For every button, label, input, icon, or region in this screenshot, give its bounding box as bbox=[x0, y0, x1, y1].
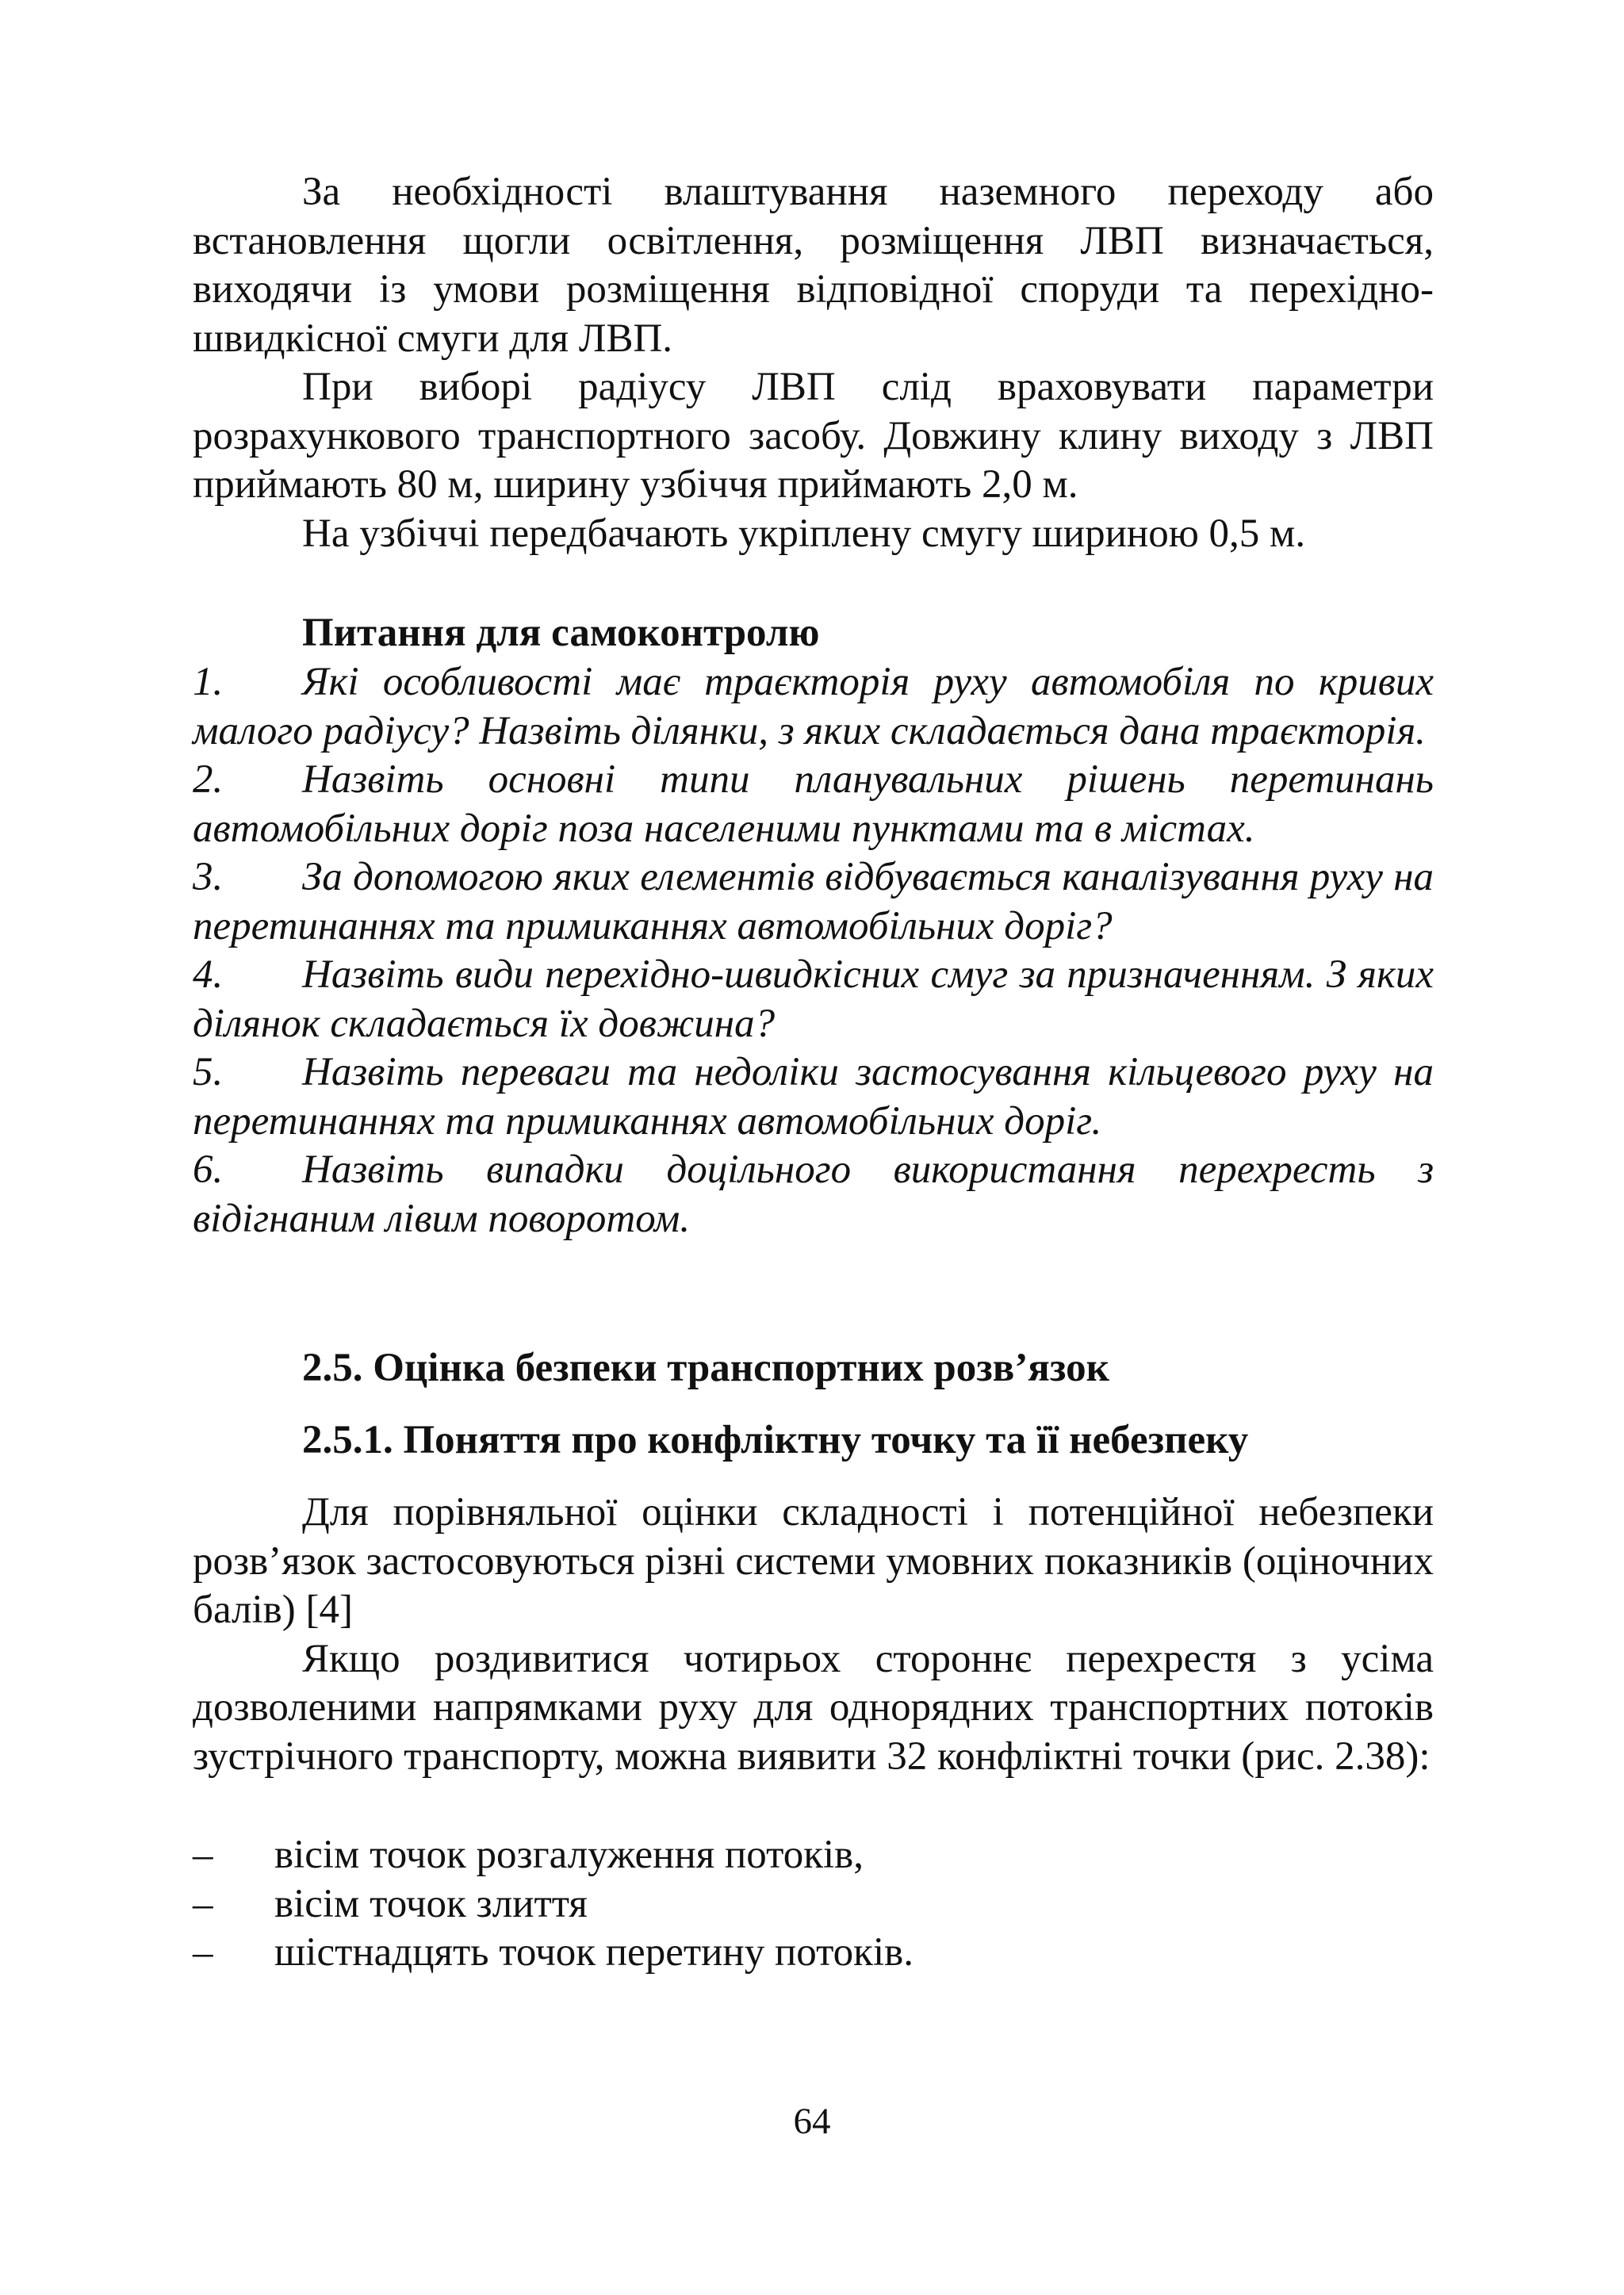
subsection-heading: 2.5.1. Поняття про конфліктну точку та її небезпеку bbox=[302, 1418, 1249, 1462]
self-control-title: Питання для самоконтролю bbox=[302, 611, 820, 655]
question-item bbox=[193, 756, 1434, 853]
section-heading: 2.5. Оцінка безпеки транспортних розв’язок bbox=[302, 1346, 1109, 1390]
list-dash: – bbox=[193, 1930, 213, 1975]
question-text: Назвіть основні типи планувальних рішень перетинань автомобільних доріг поза населеними пунктами та в містах. bbox=[193, 757, 1434, 851]
question-item bbox=[193, 658, 1434, 756]
list-item-text: вісім точок розгалуження потоків, bbox=[274, 1833, 864, 1877]
intro-paragraph-2: При виборі радіусу ЛВП слід враховувати параметри розрахункового транспортного засобу. Довжину клину виходу з ЛВП приймають 80 м, ширину узбіччя приймають 2,0 м. bbox=[193, 365, 1434, 507]
list-dash: – bbox=[193, 1881, 213, 1926]
question-item bbox=[193, 951, 1434, 1048]
conflict-points-list bbox=[193, 1831, 1434, 1978]
list-dash: – bbox=[193, 1833, 213, 1877]
question-text: Назвіть види перехідно-швидкісних смуг за призначенням. З яких ділянок складається їх довжина? bbox=[193, 952, 1434, 1046]
question-text: Назвіть переваги та недоліки застосування кільцевого руху на перетинаннях та примиканнях автомобільних доріг. bbox=[193, 1050, 1434, 1144]
question-item bbox=[193, 853, 1434, 951]
intro-paragraph-3: На узбіччі передбачають укріплену смугу шириною 0,5 м. bbox=[302, 511, 1306, 556]
page-number: 64 bbox=[793, 2101, 831, 2142]
list-item-text: вісім точок злиття bbox=[274, 1881, 588, 1926]
section-body bbox=[193, 1488, 1434, 1781]
question-number: 6. bbox=[193, 1148, 224, 1192]
self-control-questions bbox=[193, 658, 1434, 1243]
list-item-text: шістнадцять точок перетину потоків. bbox=[274, 1930, 914, 1975]
question-number: 1. bbox=[193, 660, 224, 704]
question-item bbox=[193, 1048, 1434, 1146]
question-text: Які особливості має траєкторія руху автомобіля по кривих малого радіусу? Назвіть ділянки, з яких складається дана траєкторія. bbox=[193, 660, 1434, 753]
intro-paragraph-1: За необхідності влаштування наземного переходу або встановлення щогли освітлення, розміщення ЛВП визначається, виходячи із умови розміщення відповідної споруди та перехідно-швидкісної смуги для ЛВП. bbox=[193, 170, 1434, 361]
section-paragraph-1: Для порівняльної оцінки складності і потенційної небезпеки розв’язок застосовуються різні системи умовних показників (оціночних балів) [4] bbox=[193, 1490, 1434, 1632]
question-number: 5. bbox=[193, 1050, 224, 1094]
question-number: 3. bbox=[193, 855, 224, 899]
question-number: 4. bbox=[193, 952, 224, 997]
list-item bbox=[193, 1880, 1434, 1929]
section-paragraph-2: Якщо роздивитися чотирьох стороннє перехрестя з усіма дозволеними напрямками руху для однорядних транспортних потоків зустрічного транспорту, можна виявити 32 конфліктні точки (рис. 2.38): bbox=[193, 1636, 1434, 1779]
list-item bbox=[193, 1929, 1434, 1978]
list-item bbox=[193, 1831, 1434, 1880]
intro-block bbox=[193, 168, 1434, 558]
question-item bbox=[193, 1146, 1434, 1243]
question-text: Назвіть випадки доцільного використання перехресть з відігнаним лівим поворотом. bbox=[193, 1148, 1434, 1241]
question-number: 2. bbox=[193, 757, 224, 802]
question-text: За допомогою яких елементів відбувається каналізування руху на перетинаннях та примиканнях автомобільних доріг? bbox=[193, 855, 1434, 948]
